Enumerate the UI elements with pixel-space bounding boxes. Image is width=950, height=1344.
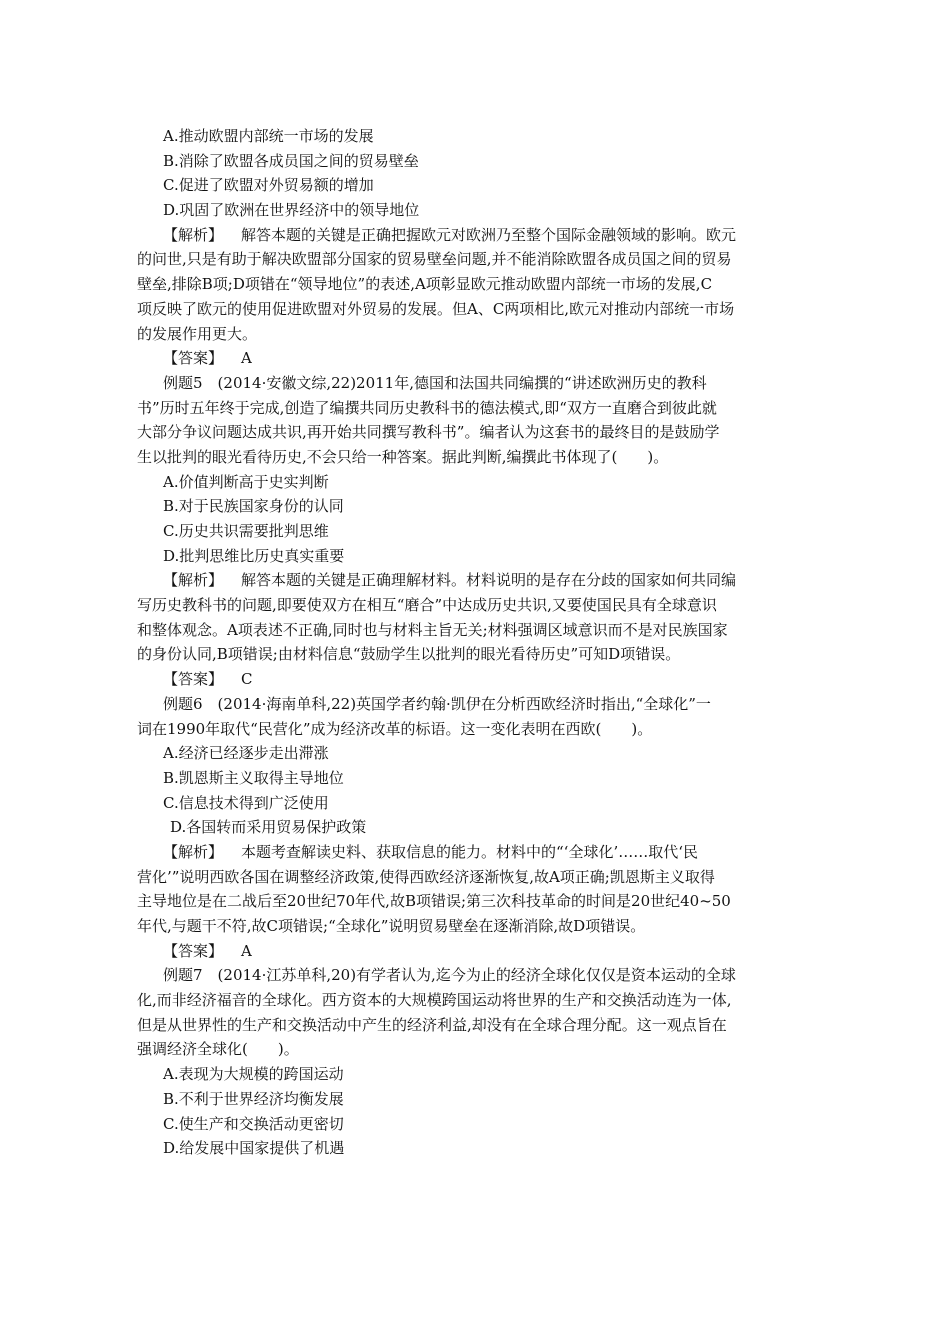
stem-line: 词在1990年取代“民营化”成为经济改革的标语。这一变化表明在西欧( )。 (137, 719, 653, 738)
answer-value: A (241, 941, 252, 960)
answer-label: 【答案】 (163, 349, 224, 368)
question-5-answer (137, 667, 817, 692)
option-d: D.各国转而采用贸易保护政策 (170, 818, 367, 837)
analysis-label: 【解析】 (163, 225, 224, 244)
stem-line: 例题5 (2014·安徽文综,22)2011年,德国和法国共同编撰的“讲述欧洲历史的教科 (163, 373, 707, 392)
option-a: A.表现为大规模的跨国运动 (163, 1065, 344, 1084)
analysis-line: 主导地位是在二战后至20世纪70年代,故B项错误;第三次科技革命的时间是20世纪40~50 (137, 892, 731, 911)
option-b: B.对于民族国家身份的认同 (163, 497, 344, 516)
analysis-line (137, 840, 817, 865)
question-4-options (137, 124, 817, 223)
stem-line: 化,而非经济福音的全球化。西方资本的大规模跨国运动将世界的生产和交换活动连为一体, (137, 991, 732, 1010)
question-6-analysis (137, 840, 817, 939)
option-d: D.给发展中国家提供了机遇 (163, 1139, 345, 1158)
question-5-analysis (137, 568, 817, 667)
analysis-line (137, 568, 817, 593)
analysis-text: 解答本题的关键是正确把握欧元对欧洲乃至整个国际金融领域的影响。欧元 (241, 225, 737, 244)
analysis-line: 项反映了欧元的使用促进欧盟对外贸易的发展。但A、C两项相比,欧元对推动内部统一市场 (137, 299, 735, 318)
option-c: C.促进了欧盟对外贸易额的增加 (163, 176, 374, 195)
option-a: A.经济已经逐步走出滞涨 (163, 744, 329, 763)
stem-line: 例题7 (2014·江苏单科,20)有学者认为,迄今为止的经济全球化仅仅是资本运动的全球 (163, 966, 736, 985)
option-c: C.信息技术得到广泛使用 (163, 793, 329, 812)
analysis-line: 营化’”说明西欧各国在调整经济政策,使得西欧经济逐渐恢复,故A项正确;凯恩斯主义取得 (137, 867, 715, 886)
option-d: D.巩固了欧洲在世界经济中的领导地位 (163, 201, 420, 220)
stem-line: 强调经济全球化( )。 (137, 1040, 299, 1059)
answer-value: A (241, 349, 252, 368)
analysis-line: 的发展作用更大。 (137, 324, 258, 343)
analysis-line: 壁垒,排除B项;D项错在“领导地位”的表述,A项彰显欧元推动欧盟内部统一市场的发展,C (137, 275, 713, 294)
analysis-line: 写历史教科书的问题,即要使双方在相互“磨合”中达成历史共识,又要使国民具有全球意识 (137, 596, 717, 615)
analysis-text: 本题考查解读史料、获取信息的能力。材料中的“‘全球化’……取代‘民 (241, 842, 698, 861)
stem-line: 书”历时五年终于完成,创造了编撰共同历史教科书的德法模式,即“双方一直磨合到彼此就 (137, 398, 717, 417)
analysis-line: 的问世,只是有助于解决欧盟部分国家的贸易壁垒问题,并不能消除欧盟各成员国之间的贸易 (137, 250, 732, 269)
analysis-line: 的身份认同,B项错误;由材料信息“鼓励学生以批判的眼光看待历史”可知D项错误。 (137, 645, 681, 664)
option-a: A.价值判断高于史实判断 (163, 472, 329, 491)
answer-label: 【答案】 (163, 941, 224, 960)
document-page (137, 124, 817, 1161)
question-6-answer (137, 939, 817, 964)
option-d: D.批判思维比历史真实重要 (163, 546, 345, 565)
question-5-stem (137, 371, 817, 470)
question-7-options (137, 1062, 817, 1161)
question-6-stem (137, 692, 817, 741)
question-4-answer (137, 346, 817, 371)
question-7-stem (137, 963, 817, 1062)
analysis-line (137, 223, 817, 248)
stem-line: 但是从世界性的生产和交换活动中产生的经济利益,却没有在全球合理分配。这一观点旨在 (137, 1015, 727, 1034)
stem-line: 生以批判的眼光看待历史,不会只给一种答案。据此判断,编撰此书体现了( )。 (137, 447, 669, 466)
question-4-analysis (137, 223, 817, 346)
stem-line: 大部分争议问题达成共识,再开始共同撰写教科书”。编者认为这套书的最终目的是鼓励学 (137, 423, 720, 442)
option-b: B.消除了欧盟各成员国之间的贸易壁垒 (163, 151, 419, 170)
analysis-line: 年代,与题干不符,故C项错误;“全球化”说明贸易壁垒在逐渐消除,故D项错误。 (137, 917, 646, 935)
option-b: B.凯恩斯主义取得主导地位 (163, 768, 344, 787)
analysis-label: 【解析】 (163, 842, 224, 861)
option-a: A.推动欧盟内部统一市场的发展 (163, 127, 374, 145)
answer-value: C (241, 670, 253, 689)
option-c: C.历史共识需要批判思维 (163, 522, 329, 540)
analysis-label: 【解析】 (163, 571, 224, 590)
analysis-line: 和整体观念。A项表述不正确,同时也与材料主旨无关;材料强调区域意识而不是对民族国家 (137, 620, 728, 639)
question-5-options (137, 470, 817, 569)
stem-line: 例题6 (2014·海南单科,22)英国学者约翰·凯伊在分析西欧经济时指出,“全球化”一 (163, 694, 711, 713)
answer-label: 【答案】 (163, 670, 224, 689)
option-b: B.不利于世界经济均衡发展 (163, 1089, 344, 1108)
analysis-text: 解答本题的关键是正确理解材料。材料说明的是存在分歧的国家如何共同编 (241, 571, 737, 590)
question-6-options (137, 741, 817, 840)
option-c: C.使生产和交换活动更密切 (163, 1114, 344, 1133)
